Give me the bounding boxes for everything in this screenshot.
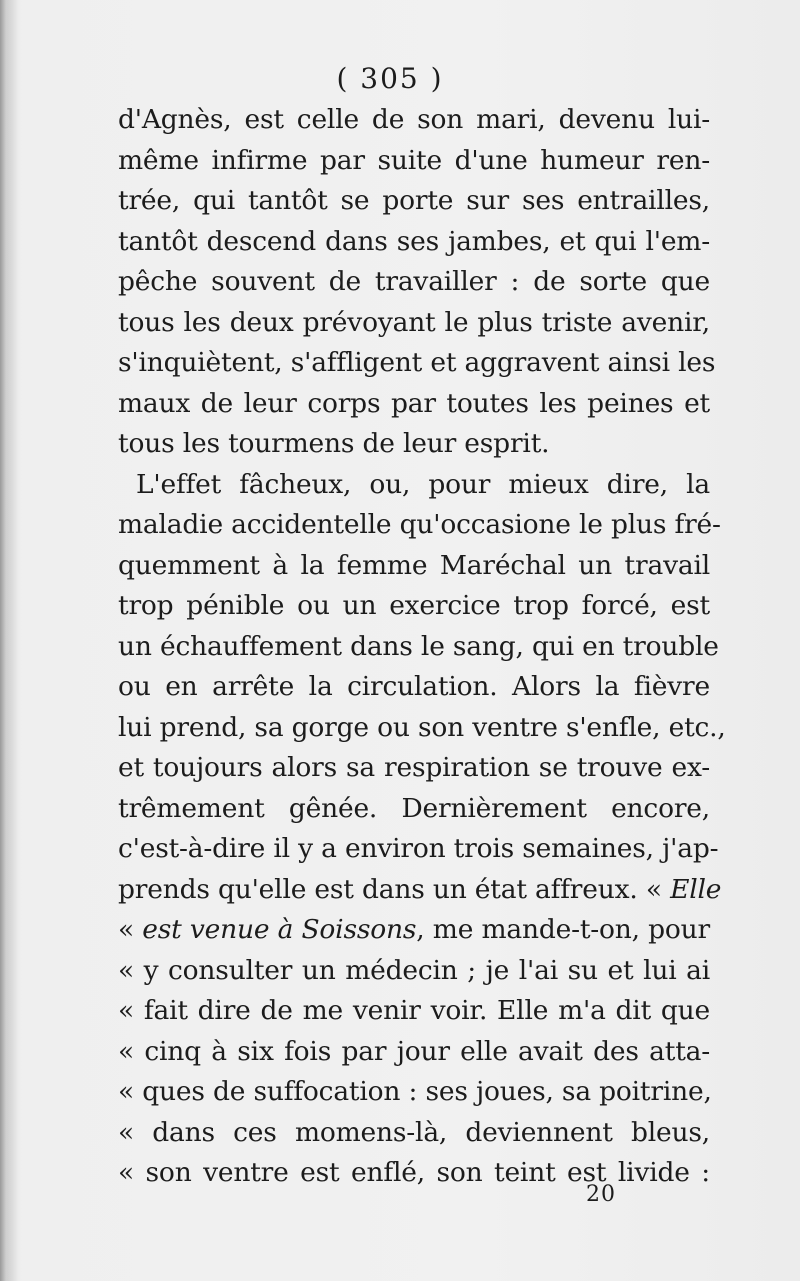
text-line: et toujours alors sa respiration se trouve ex- — [118, 752, 710, 783]
page-gutter-shadow — [0, 0, 18, 1281]
text-line: trée, qui tantôt se porte sur ses entrailles, — [118, 185, 710, 216]
text-line: un échauffement dans le sang, qui en trouble — [118, 630, 719, 662]
text-line: « cinq à six fois par jour elle avait des atta- — [118, 1035, 710, 1067]
page-body-text — [118, 100, 726, 1194]
text-line: trêmement gênée. Dernièrement encore, — [118, 792, 710, 824]
text-line: ou en arrête la circulation. Alors la fièvre — [118, 671, 710, 702]
text-segment: , me mande-t-on, pour — [416, 914, 710, 945]
text-line: d'Agnès, est celle de son mari, devenu lui- — [118, 104, 710, 135]
text-line: « son ventre est enflé, son teint est livide : — [118, 1157, 710, 1188]
text-line: tantôt descend dans ses jambes, et qui l'em- — [118, 225, 710, 257]
text-line-with-italic — [118, 910, 710, 951]
text-line: « ques de suffocation : ses joues, sa poitrine, — [118, 1076, 712, 1107]
text-line: « y consulter un médecin ; je l'ai su et lui ai — [118, 954, 710, 986]
text-line-paragraph-end: tous les tourmens de leur esprit. — [118, 428, 550, 459]
page-number-header: ( 305 ) — [336, 62, 444, 95]
text-line: maux de leur corps par toutes les peines et — [118, 387, 710, 419]
quote-mark: « — [118, 914, 143, 945]
text-line: maladie accidentelle qu'occasione le plus fré- — [118, 509, 721, 540]
text-line: « dans ces momens-là, deviennent bleus, — [118, 1116, 710, 1148]
italic-segment: est venue à Soissons — [142, 914, 417, 945]
text-line-with-italic — [118, 870, 722, 911]
text-line: même infirme par suite d'une humeur ren- — [118, 144, 710, 176]
text-line: lui prend, sa gorge ou son ventre s'enfle, etc., — [118, 711, 726, 743]
text-line: trop pénible ou un exercice trop forcé, est — [118, 590, 710, 621]
text-line: pêche souvent de travailler : de sorte que — [118, 266, 710, 297]
italic-segment: Elle — [670, 873, 722, 905]
text-segment: prends qu'elle est dans un état affreux. « — [118, 873, 671, 905]
signature-mark: 20 — [586, 1182, 616, 1207]
text-line-paragraph-start: L'effet fâcheux, ou, pour mieux dire, la — [136, 468, 710, 500]
text-line: « fait dire de me venir voir. Elle m'a dit que — [118, 995, 710, 1026]
text-line: tous les deux prévoyant le plus triste avenir, — [118, 306, 710, 338]
text-line: s'inquiètent, s'affligent et aggravent ainsi les — [118, 347, 716, 378]
text-line: quemment à la femme Maréchal un travail — [118, 549, 710, 581]
text-line: c'est-à-dire il y a environ trois semaines, j'ap- — [118, 833, 719, 864]
